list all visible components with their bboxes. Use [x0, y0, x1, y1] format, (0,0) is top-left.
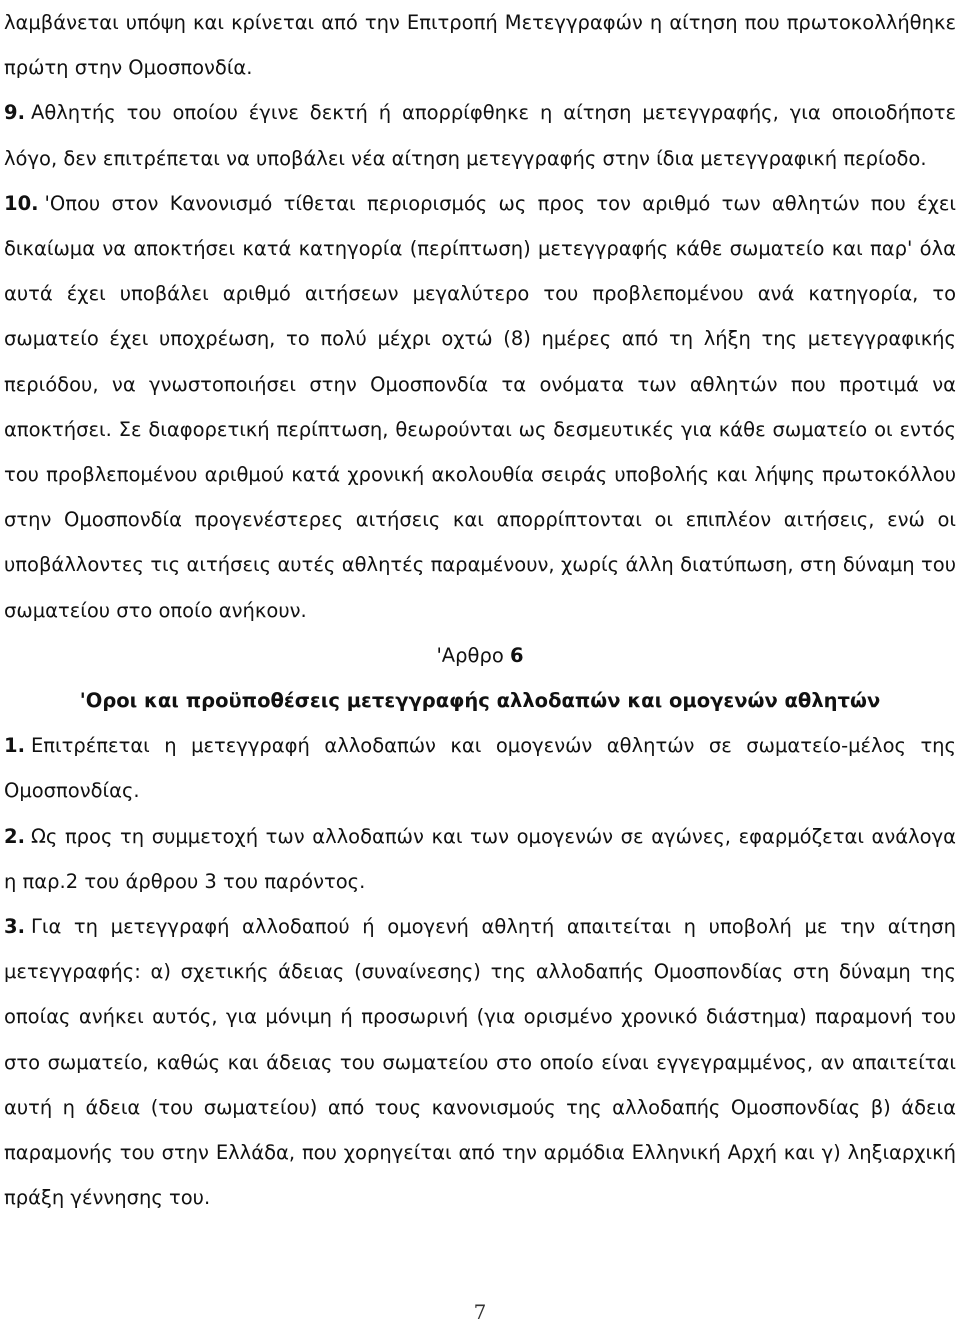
paragraph-text: Για τη μετεγγραφή αλλοδαπού ή ομογενή αθλητή απαιτείται η υποβολή με την αίτηση μετεγγραφής: α) σχετικής άδειας (συναίνεσης) της αλλοδαπής Ομοσπονδίας στη δύναμη της οποίας ανήκει αυτός, για μόνιμη ή προσωρινή (για ορισμένο χρονικό διάστημα) παραμονή του στο σωματείο, καθώς και άδειας του σωματείου στο οποίο είναι εγγεγραμμένος, αν απαιτείται αυτή η άδεια (του σωματείου) από τους κανονισμούς της αλλοδαπής Ομοσπονδίας β) άδεια παραμονής του στην Ελλάδα, που χορηγείται από την αρμόδια Ελληνική Αρχή και γ) ληξιαρχική πράξη γέννησης του.: [4, 915, 956, 1210]
article-title: 'Οροι και προϋποθέσεις μετεγγραφής αλλοδαπών και ομογενών αθλητών: [79, 689, 881, 713]
paragraph-number: 2.: [4, 824, 25, 848]
paragraph-9: [4, 90, 956, 180]
paragraph-number: 9.: [4, 101, 25, 125]
page-number: 7: [473, 1300, 487, 1324]
article-paragraph-2: [4, 814, 956, 904]
article-label: 'Αρθρο: [436, 643, 504, 667]
paragraph-number: 3.: [4, 915, 25, 939]
paragraph-text: Αθλητής του οποίου έγινε δεκτή ή απορρίφθηκε η αίτηση μετεγγραφής, για οποιοδήποτε λόγο, δεν επιτρέπεται να υποβάλει νέα αίτηση μετεγγραφής στην ίδια μετεγγραφική περίοδο.: [4, 101, 956, 170]
article-paragraph-3: [4, 904, 956, 1220]
paragraph-text: 'Οπου στον Κανονισμό τίθεται περιορισμός ως προς τον αριθμό των αθλητών που έχει δικαίωμα να αποκτήσει κατά κατηγορία (περίπτωση) μετεγγραφής κάθε σωματείο και παρ' όλα αυτά έχει υποβάλει αριθμό αιτήσεων μεγαλύτερο του προβλεπομένου ανά κατηγορία, το σωματείο έχει υποχρέωση, το πολύ μέχρι οχτώ (8) ημέρες από τη λήξη της μετεγγραφικής περιόδου, να γνωστοποιήσει στην Ομοσπονδία τα ονόματα των αθλητών που προτιμά να αποκτήσει. Σε διαφορετική περίπτωση, θεωρούνται ως δεσμευτικές για κάθε σωματείο οι εντός του προβλεπομένου αριθμού κατά χρονική ακολουθία σειράς υποβολής και λήψης πρωτοκόλλου στην Ομοσπονδία προγενέστερες αιτήσεις και απορρίπτονται οι επιπλέον αιτήσεις, ενώ οι υποβάλλοντες τις αιτήσεις αυτές αθλητές παραμένουν, χωρίς άλλη διατύπωση, στη δύναμη του σωματείου στο οποίο ανήκουν.: [4, 191, 956, 622]
intro-paragraph: λαμβάνεται υπόψη και κρίνεται από την Επιτροπή Μετεγγραφών η αίτηση που πρωτοκολλήθηκε πρώτη στην Ομοσπονδία.: [4, 11, 956, 80]
paragraph-text: Επιτρέπεται η μετεγγραφή αλλοδαπών και ομογενών αθλητών σε σωματείο-μέλος της Ομοσπονδίας.: [4, 734, 956, 803]
paragraph-text: Ως προς τη συμμετοχή των αλλοδαπών και των ομογενών σε αγώνες, εφαρμόζεται ανάλογα η παρ.2 του άρθρου 3 του παρόντος.: [4, 824, 956, 893]
paragraph-10: [4, 181, 956, 633]
article-number: 6: [509, 643, 524, 667]
paragraph-number: 10.: [4, 191, 39, 215]
article-heading: [4, 633, 956, 678]
document-page: [4, 0, 956, 1220]
paragraph-number: 1.: [4, 734, 25, 758]
article-paragraph-1: [4, 723, 956, 813]
